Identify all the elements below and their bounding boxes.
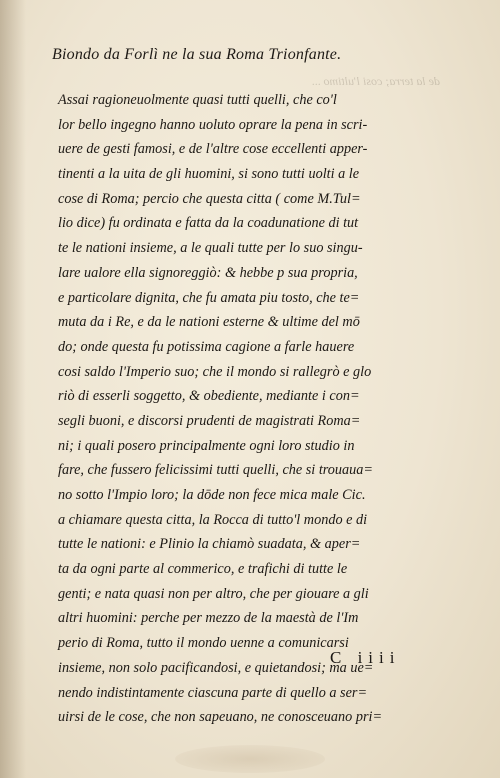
text-line: genti; e nata quasi non per altro, che per giouare a gli — [58, 585, 369, 602]
body-text — [58, 88, 478, 730]
text-line: Assai ragioneuolmente quasi tutti quelli, che co'l — [58, 92, 337, 108]
text-line: segli buoni, e discorsi prudenti de magistrati Roma= — [58, 412, 361, 429]
text-line: no sotto l'Impio loro; la dōde non fece mica male Cic. — [58, 487, 366, 503]
text-line: insieme, non solo pacificandosi, e quietandosi; ma ue= — [58, 659, 374, 676]
text-line: ta da ogni parte al commerico, e trafichi di tutte le — [58, 561, 348, 578]
text-line: lor bello ingegno hanno uoluto oprare la pena in scri- — [58, 116, 368, 133]
running-header: Biondo da Forlì ne la sua Roma Trionfante. — [52, 46, 342, 63]
text-line: muta da i Re, e da le nationi esterne & ultime del mō — [58, 314, 360, 331]
binding-shadow — [0, 0, 26, 778]
text-line: lio dice) fu ordinata e fatta da la coadunatione di tut — [58, 215, 359, 232]
text-line: uirsi de le cose, che non sapeuano, ne conosceuano pri= — [58, 709, 383, 726]
signature-mark: C iiii — [330, 648, 401, 667]
text-line: ni; i quali posero principalmente ogni loro studio in — [58, 437, 355, 454]
text-line: lare ualore ella signoreggiò: & hebbe p sua propria, — [58, 264, 358, 281]
text-line: cosi saldo l'Imperio suo; che il mondo si rallegrò e glo — [58, 363, 372, 380]
paper-stain — [175, 745, 325, 773]
bleed-through-text: de la terra; cosi l'ultimo ... — [311, 74, 440, 88]
text-line: do; onde questa fu potissima cagione a farle hauere — [58, 338, 355, 355]
text-line: te le nationi insieme, a le quali tutte per lo suo singu- — [58, 240, 363, 257]
text-line: tutte le nationi: e Plinio la chiamò suadata, & aper= — [58, 536, 361, 553]
text-line: altri huomini: perche per mezzo de la maestà de l'Im — [58, 610, 359, 627]
text-line: uere de gesti famosi, e de l'altre cose eccellenti apper- — [58, 141, 368, 158]
text-line: fare, che fussero felicissimi tutti quelli, che si trouaua= — [58, 462, 374, 479]
text-line: cose di Roma; percio che questa citta ( come M.Tul= — [58, 190, 361, 207]
text-line: a chiamare questa citta, la Rocca di tutto'l mondo e di — [58, 511, 368, 528]
text-line: riò di esserli soggetto, & obediente, mediante i con= — [58, 388, 360, 405]
text-line: tinenti a la uita de gli huomini, si sono tutti uolti a le — [58, 166, 360, 183]
text-line: nendo indistintamente ciascuna parte di quello a ser= — [58, 684, 368, 701]
text-line: perio di Roma, tutto il mondo uenne a comunicarsi — [58, 635, 349, 652]
text-line: e particolare dignita, che fu amata piu tosto, che te= — [58, 289, 360, 306]
